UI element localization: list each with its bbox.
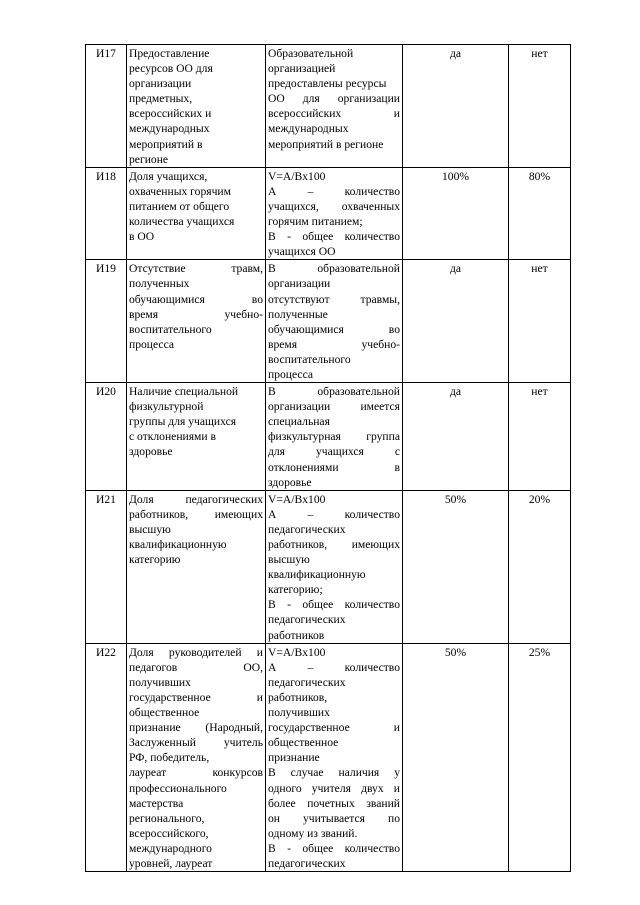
indicator-name-line: международных [129, 122, 210, 136]
indicator-calculation-line: категорию; [268, 583, 323, 597]
indicator-name-line: профессионального [129, 781, 227, 795]
indicator-name-line: квалификационную [129, 538, 227, 551]
indicator-code: И18 [86, 167, 127, 260]
indicator-name-line: признание (Народный, [129, 721, 263, 735]
indicator-name-line: питанием от общего [129, 199, 230, 213]
indicator-calculation-line: время учебно- [268, 337, 400, 351]
table-row [86, 383, 571, 491]
actual-value: нет [509, 45, 571, 168]
indicator-calculation-line: В образовательной [268, 385, 400, 399]
indicator-calculation-line: одному из званий. [268, 826, 358, 840]
indicator-calculation-line: В случае наличия у [268, 766, 400, 780]
table-row [86, 167, 571, 260]
indicator-calculation-line: организации [268, 277, 331, 291]
indicator-name-line: работников, имеющих [129, 507, 263, 521]
indicator-name-line: Доля педагогических [129, 492, 263, 506]
indicator-name-line: категорию [129, 553, 181, 567]
indicator-calculation-line: всероссийских и [268, 107, 400, 121]
indicator-calculation-line: общественное [268, 736, 339, 750]
indicator-calculation-line: В - общее количество [268, 598, 400, 612]
indicator-calculation [266, 260, 403, 383]
indicator-name-line: Доля руководителей и [129, 645, 263, 659]
target-value: да [403, 260, 509, 383]
indicator-name [127, 167, 266, 260]
indicator-calculation-line: мероприятий в регионе [268, 137, 384, 151]
target-value: 50% [403, 490, 509, 643]
indicator-name-line: полученных [129, 277, 190, 291]
indicator-calculation-line: V=A/Bx100 [268, 645, 326, 659]
indicator-name-line: в ОО [129, 230, 155, 244]
indicator-calculation [266, 643, 403, 871]
indicator-calculation-line: более почетных званий [268, 796, 400, 810]
indicator-name-line: государственное и [129, 690, 263, 704]
table-row [86, 490, 571, 643]
indicator-calculation-line: отклонениями в [268, 460, 400, 474]
indicator-name-line: Доля учащихся, [129, 169, 208, 183]
indicator-name-line: всероссийского, [129, 826, 209, 840]
indicator-calculation-line: квалификационную [268, 568, 366, 582]
indicator-calculation-line: организацией [268, 62, 336, 76]
indicator-calculation-line: В образовательной [268, 262, 400, 276]
indicator-calculation-line: он учитывается по [268, 811, 400, 825]
indicator-calculation-line: международных [268, 122, 349, 136]
indicator-calculation-line: работников, имеющих [268, 538, 400, 551]
indicator-calculation-line: отсутствуют травмы, [268, 292, 400, 306]
indicator-calculation-line: работников, [268, 690, 328, 704]
indicator-calculation-line: физкультурная группа [268, 430, 400, 444]
indicator-calculation-line: получивших [268, 706, 330, 720]
indicator-name-line: РФ, победитель, [129, 751, 210, 765]
table-row [86, 643, 571, 871]
indicator-name-line: время учебно- [129, 307, 263, 321]
indicator-calculation-line: V=A/Bx100 [268, 169, 326, 183]
indicator-name [127, 260, 266, 383]
indicator-name-line: всероссийских и [129, 107, 212, 121]
indicator-name [127, 490, 266, 643]
indicator-calculation [266, 167, 403, 260]
table-body [86, 45, 571, 872]
indicator-code: И20 [86, 383, 127, 491]
indicator-calculation-line: признание [268, 751, 320, 765]
indicator-calculation-line: педагогических [268, 613, 346, 627]
indicator-name-line: лауреат конкурсов [129, 766, 263, 780]
indicator-name-line: Предоставление [129, 47, 210, 60]
indicator-name-line: высшую [129, 522, 171, 536]
indicator-calculation [266, 383, 403, 491]
indicator-name-line: Заслуженный учитель [129, 736, 263, 750]
indicator-name-line: количества учащихся [129, 215, 235, 229]
indicator-calculation-line: полученные [268, 307, 328, 321]
indicator-name-line: охваченных горячим [129, 184, 231, 198]
indicator-name [127, 45, 266, 168]
indicator-name-line: группы для учащихся [129, 415, 237, 429]
actual-value: 25% [509, 643, 571, 871]
indicator-calculation-line: В - общее количество [268, 841, 400, 855]
indicator-calculation-line: обучающимися во [268, 322, 400, 336]
indicator-calculation [266, 490, 403, 643]
indicator-name-line: мастерства [129, 796, 184, 810]
indicator-code: И22 [86, 643, 127, 871]
indicator-calculation-line: для учащихся с [268, 445, 400, 459]
indicator-calculation-line: ОО для организации [268, 92, 400, 106]
indicator-name [127, 643, 266, 871]
actual-value: 20% [509, 490, 571, 643]
indicator-calculation-line: V=A/Bx100 [268, 492, 326, 506]
indicator-name-line: Наличие специальной [129, 385, 239, 399]
indicator-calculation-line: В - общее количество [268, 230, 400, 244]
indicator-calculation-line: предоставлены ресурсы [268, 77, 387, 91]
indicator-name-line: организации [129, 77, 192, 91]
target-value: да [403, 45, 509, 168]
indicator-code: И17 [86, 45, 127, 168]
indicator-name-line: обучающимися во [129, 292, 263, 306]
indicator-name-line: уровней, лауреат [129, 856, 213, 870]
indicator-name-line: предметных, [129, 92, 193, 106]
indicator-name-line: регионального, [129, 811, 205, 825]
indicator-name [127, 383, 266, 491]
indicator-calculation-line: здоровье [268, 475, 312, 489]
target-value: да [403, 383, 509, 491]
indicator-code: И19 [86, 260, 127, 383]
indicator-calculation-line: педагогических [268, 522, 346, 536]
indicator-name-line: физкультурной [129, 400, 204, 414]
target-value: 50% [403, 643, 509, 871]
indicator-calculation-line: воспитательного [268, 352, 351, 366]
actual-value: нет [509, 260, 571, 383]
table-row [86, 45, 571, 168]
indicator-name-line: педагогов ОО, [129, 660, 263, 674]
actual-value: нет [509, 383, 571, 491]
indicator-calculation-line: одного учителя двух и [268, 781, 400, 795]
indicator-name-line: воспитательного [129, 322, 212, 336]
table-row [86, 260, 571, 383]
indicator-name-line: общественное [129, 706, 200, 720]
indicator-code: И21 [86, 490, 127, 643]
indicator-name-line: получивших [129, 675, 191, 689]
indicator-name-line: Отсутствие травм, [129, 262, 263, 276]
indicator-calculation-line: А – количество [268, 184, 400, 198]
indicator-calculation-line: высшую [268, 553, 310, 567]
indicator-name-line: мероприятий в [129, 137, 203, 151]
indicator-calculation-line: организации имеется [268, 400, 400, 414]
indicator-calculation-line: работников [268, 628, 325, 642]
indicator-calculation-line: учащихся ОО [268, 245, 336, 259]
indicator-calculation-line: А – количество [268, 507, 400, 521]
actual-value: 80% [509, 167, 571, 260]
indicator-calculation-line: процесса [268, 367, 314, 381]
indicator-calculation-line: горячим питанием; [268, 215, 363, 229]
indicator-calculation [266, 45, 403, 168]
indicator-name-line: международного [129, 841, 212, 855]
indicator-name-line: ресурсов ОО для [129, 62, 213, 76]
indicator-calculation-line: педагогических [268, 675, 346, 689]
indicator-calculation-line: А – количество [268, 660, 400, 674]
indicator-name-line: регионе [129, 152, 169, 166]
indicator-calculation-line: государственное и [268, 721, 400, 735]
indicator-calculation-line: специальная [268, 415, 330, 429]
indicator-calculation-line: Образовательной [268, 47, 354, 60]
target-value: 100% [403, 167, 509, 260]
indicator-name-line: здоровье [129, 445, 173, 459]
indicators-table [85, 44, 571, 872]
indicator-name-line: с отклонениями в [129, 430, 216, 444]
indicator-calculation-line: учащихся, охваченных [268, 199, 400, 213]
indicator-name-line: процесса [129, 337, 175, 351]
indicator-calculation-line: педагогических [268, 856, 346, 870]
